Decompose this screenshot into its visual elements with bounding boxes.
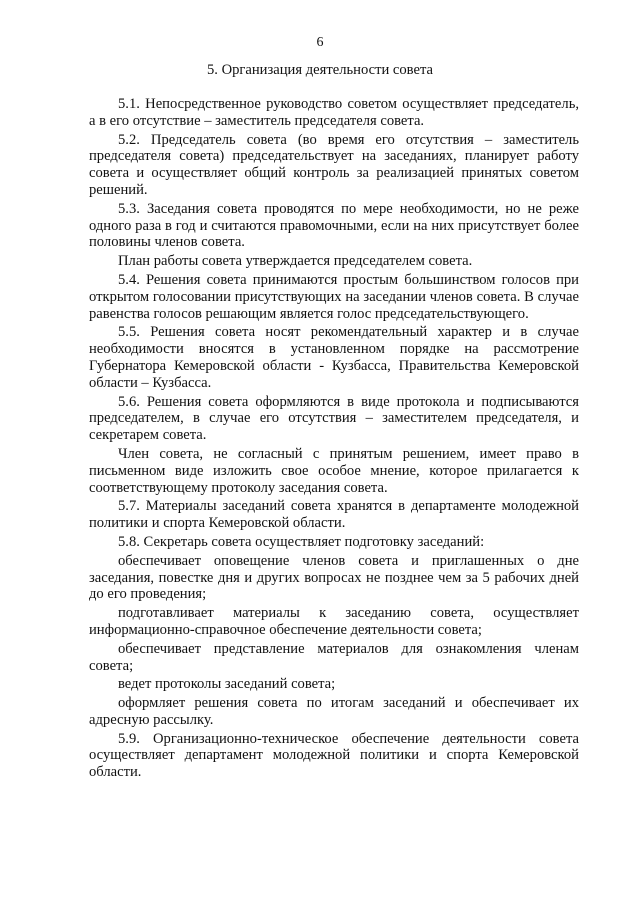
- paragraph-5-7: 5.7. Материалы заседаний совета хранятся в департаменте молодежной политики и спорта Кемеровской области.: [89, 498, 579, 532]
- paragraph-5-3: 5.3. Заседания совета проводятся по мере необходимости, но не реже одного раза в год и считаются правомочными, если на них присутствует более половины членов совета.: [89, 200, 579, 251]
- page-number: 6: [316, 35, 324, 50]
- paragraph-5-4: 5.4. Решения совета принимаются простым большинством голосов при открытом голосовании присутствующих на заседании членов совета. В случае равенства голосов решающим является голос председательствующего.: [89, 271, 579, 322]
- paragraph-5-6: 5.6. Решения совета оформляются в виде протокола и подписываются председателем, в случае его отсутствия – заместителем председателя, и секретарем совета.: [89, 393, 579, 444]
- paragraph-5-1: 5.1. Непосредственное руководство советом осуществляет председатель, а в его отсутствие – заместитель председателя совета.: [89, 96, 579, 129]
- list-item-distribution: оформляет решения совета по итогам заседаний и обеспечивает их адресную рассылку.: [89, 695, 579, 728]
- paragraph-5-8: 5.8. Секретарь совета осуществляет подготовку заседаний:: [118, 533, 485, 550]
- paragraph-5-2: 5.2. Председатель совета (во время его отсутствия – заместитель председателя совета) председательствует на заседаниях, планирует работу совета и осуществляет общий контроль за реализацией принятых советом решений.: [89, 131, 579, 198]
- paragraph-work-plan: План работы совета утверждается председателем совета.: [118, 253, 473, 270]
- paragraph-5-5: 5.5. Решения совета носят рекомендательный характер и в случае необходимости вносятся в установленном порядке на рассмотрение Губернатора Кемеровской области - Кузбасса, Правительства Кемеровской области – Кузбасса.: [89, 324, 579, 391]
- paragraph-dissent: Член совета, не согласный с принятым решением, имеет право в письменном виде изложить свое особое мнение, которое прилагается к соответствующему протоколу заседания совета.: [89, 445, 579, 496]
- section-body: [89, 96, 579, 781]
- list-item-presentation: обеспечивает представление материалов для ознакомления членам совета;: [89, 640, 579, 674]
- section-title: 5. Организация деятельности совета: [206, 62, 434, 78]
- list-item-minutes: ведет протоколы заседаний совета;: [118, 676, 336, 693]
- list-item-notification: обеспечивает оповещение членов совета и приглашенных о дне заседания, повестке дня и других вопросах не позднее чем за 5 рабочих дней до его проведения;: [89, 552, 579, 603]
- paragraph-5-9: 5.9. Организационно-техническое обеспечение деятельности совета осуществляет департамент молодежной политики и спорта Кемеровской области.: [89, 730, 579, 781]
- list-item-materials: подготавливает материалы к заседанию совета, осуществляет информационно-справочное обеспечение деятельности совета;: [89, 605, 579, 638]
